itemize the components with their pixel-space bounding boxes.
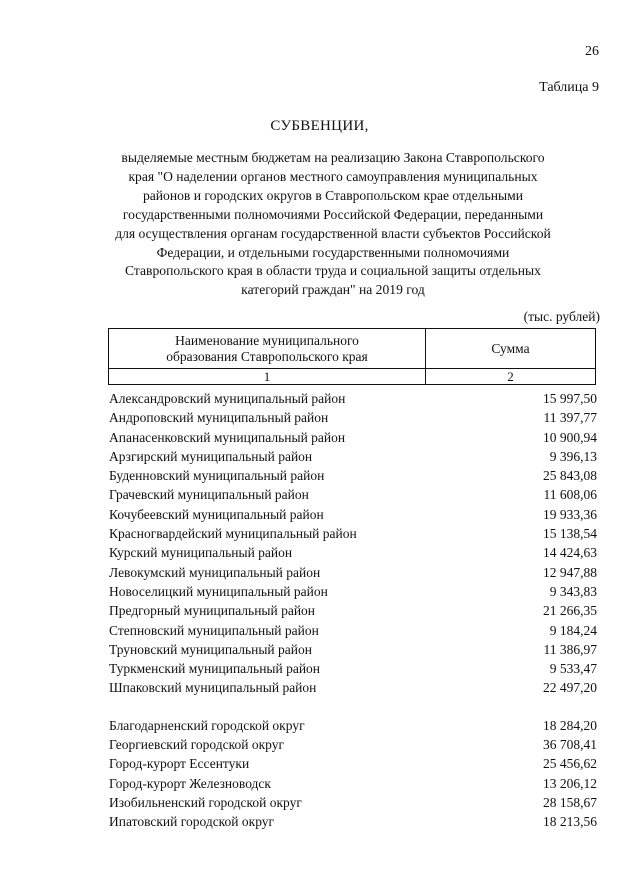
row-name: Ипатовский городской округ <box>109 814 275 830</box>
row-name: Андроповский муниципальный район <box>109 410 329 426</box>
row-value: 19 933,36 <box>543 506 597 522</box>
row-value: 9 396,13 <box>549 448 597 464</box>
row-value: 10 900,94 <box>543 429 597 445</box>
header-name-line: Наименование муниципального <box>175 332 359 348</box>
subtitle-line: выделяемые местным бюджетам на реализацию Закона Ставропольского <box>121 150 545 165</box>
subtitle-line: для осуществления органам государственной власти субъектов Российской <box>115 225 551 241</box>
row-name: Буденновский муниципальный район <box>109 468 325 484</box>
table-row <box>109 505 597 524</box>
row-name: Георгиевский городской округ <box>109 737 285 753</box>
table-row <box>109 582 597 601</box>
row-value: 18 213,56 <box>543 814 597 830</box>
row-name: Арзгирский муниципальный район <box>109 448 313 464</box>
row-name: Предгорный муниципальный район <box>109 603 316 619</box>
row-value: 25 456,62 <box>543 756 597 772</box>
table-label: Таблица 9 <box>539 80 599 95</box>
subtitle-line: Федерации, и отдельными государственными полномочиями <box>156 244 510 260</box>
row-value: 15 997,50 <box>543 391 597 406</box>
row-value: 21 266,35 <box>543 603 597 619</box>
row-value: 9 343,83 <box>549 583 597 599</box>
subtitle-line: Ставропольского края в области труда и социальной защиты отдельных <box>125 263 541 279</box>
row-value: 11 397,77 <box>543 410 597 426</box>
subtitle-line: государственными полномочиями Российской Федерации, переданными <box>122 206 544 222</box>
row-name: Красногвардейский муниципальный район <box>109 526 357 542</box>
header-name-line: образования Ставропольского края <box>166 348 368 364</box>
header-name-cell <box>109 329 426 369</box>
row-name: Изобильненский городской округ <box>109 794 302 810</box>
row-name: Город-курорт Железноводск <box>109 775 271 791</box>
row-name: Степновский муниципальный район <box>109 622 319 638</box>
row-value: 15 138,54 <box>543 526 597 542</box>
table-row <box>109 640 597 659</box>
units-label: (тыс. рублей) <box>523 309 600 324</box>
row-value: 12 947,88 <box>543 564 597 580</box>
row-value: 25 843,08 <box>543 468 597 484</box>
table-row <box>109 716 597 735</box>
table-row <box>109 543 597 562</box>
row-name: Шпаковский муниципальный район <box>109 680 317 696</box>
row-name: Город-курорт Ессентуки <box>109 756 250 772</box>
header-sum-cell: Сумма <box>426 329 596 369</box>
subtitle-line: края "О наделении органов местного самоуправления муниципальных <box>128 168 538 184</box>
row-name: Новоселицкий муниципальный район <box>109 583 328 599</box>
row-value: 9 184,24 <box>549 622 597 638</box>
table-row <box>109 601 597 620</box>
row-name: Кочубеевский муниципальный район <box>109 506 324 522</box>
table-row <box>109 389 597 408</box>
page-number: 26 <box>585 44 599 59</box>
row-name: Труновский муниципальный район <box>109 641 312 657</box>
row-name: Благодарненский городской округ <box>109 717 305 733</box>
table-row <box>109 812 597 831</box>
row-name: Апанасенковский муниципальный район <box>109 429 346 445</box>
row-value: 11 608,06 <box>543 487 597 503</box>
table-row <box>109 659 597 678</box>
table-row <box>109 754 597 773</box>
column-number-2: 2 <box>426 369 596 385</box>
table-row <box>109 735 597 754</box>
subtitle-line: районов и городских округов в Ставропольском крае отдельными <box>142 187 524 203</box>
table-row <box>109 485 597 504</box>
row-name: Грачевский муниципальный район <box>109 487 309 503</box>
row-name: Левокумский муниципальный район <box>109 564 321 580</box>
document-subtitle <box>106 149 560 300</box>
document-title: СУБВЕНЦИИ, <box>270 118 369 134</box>
table-row <box>109 466 597 485</box>
column-number-1: 1 <box>109 369 426 385</box>
table-row <box>109 793 597 812</box>
row-value: 13 206,12 <box>543 775 597 791</box>
table-row <box>109 563 597 582</box>
row-value: 36 708,41 <box>543 737 597 753</box>
table-row <box>109 774 597 793</box>
table-row <box>109 678 597 697</box>
row-name: Александровский муниципальный район <box>109 391 346 406</box>
table-row <box>109 621 597 640</box>
row-value: 14 424,63 <box>543 545 597 561</box>
row-value: 22 497,20 <box>543 680 597 696</box>
row-value: 18 284,20 <box>543 717 597 733</box>
row-name: Курский муниципальный район <box>109 545 293 561</box>
row-name: Туркменский муниципальный район <box>109 661 321 677</box>
row-value: 11 386,97 <box>543 641 597 657</box>
table-header <box>108 328 596 385</box>
table-row <box>109 428 597 447</box>
table-row <box>109 408 597 427</box>
table-row <box>109 447 597 466</box>
row-value: 28 158,67 <box>543 794 597 810</box>
subtitle-line: категорий граждан" на 2019 год <box>241 282 425 298</box>
row-value: 9 533,47 <box>549 661 597 677</box>
table-row <box>109 524 597 543</box>
table-body <box>109 389 597 832</box>
